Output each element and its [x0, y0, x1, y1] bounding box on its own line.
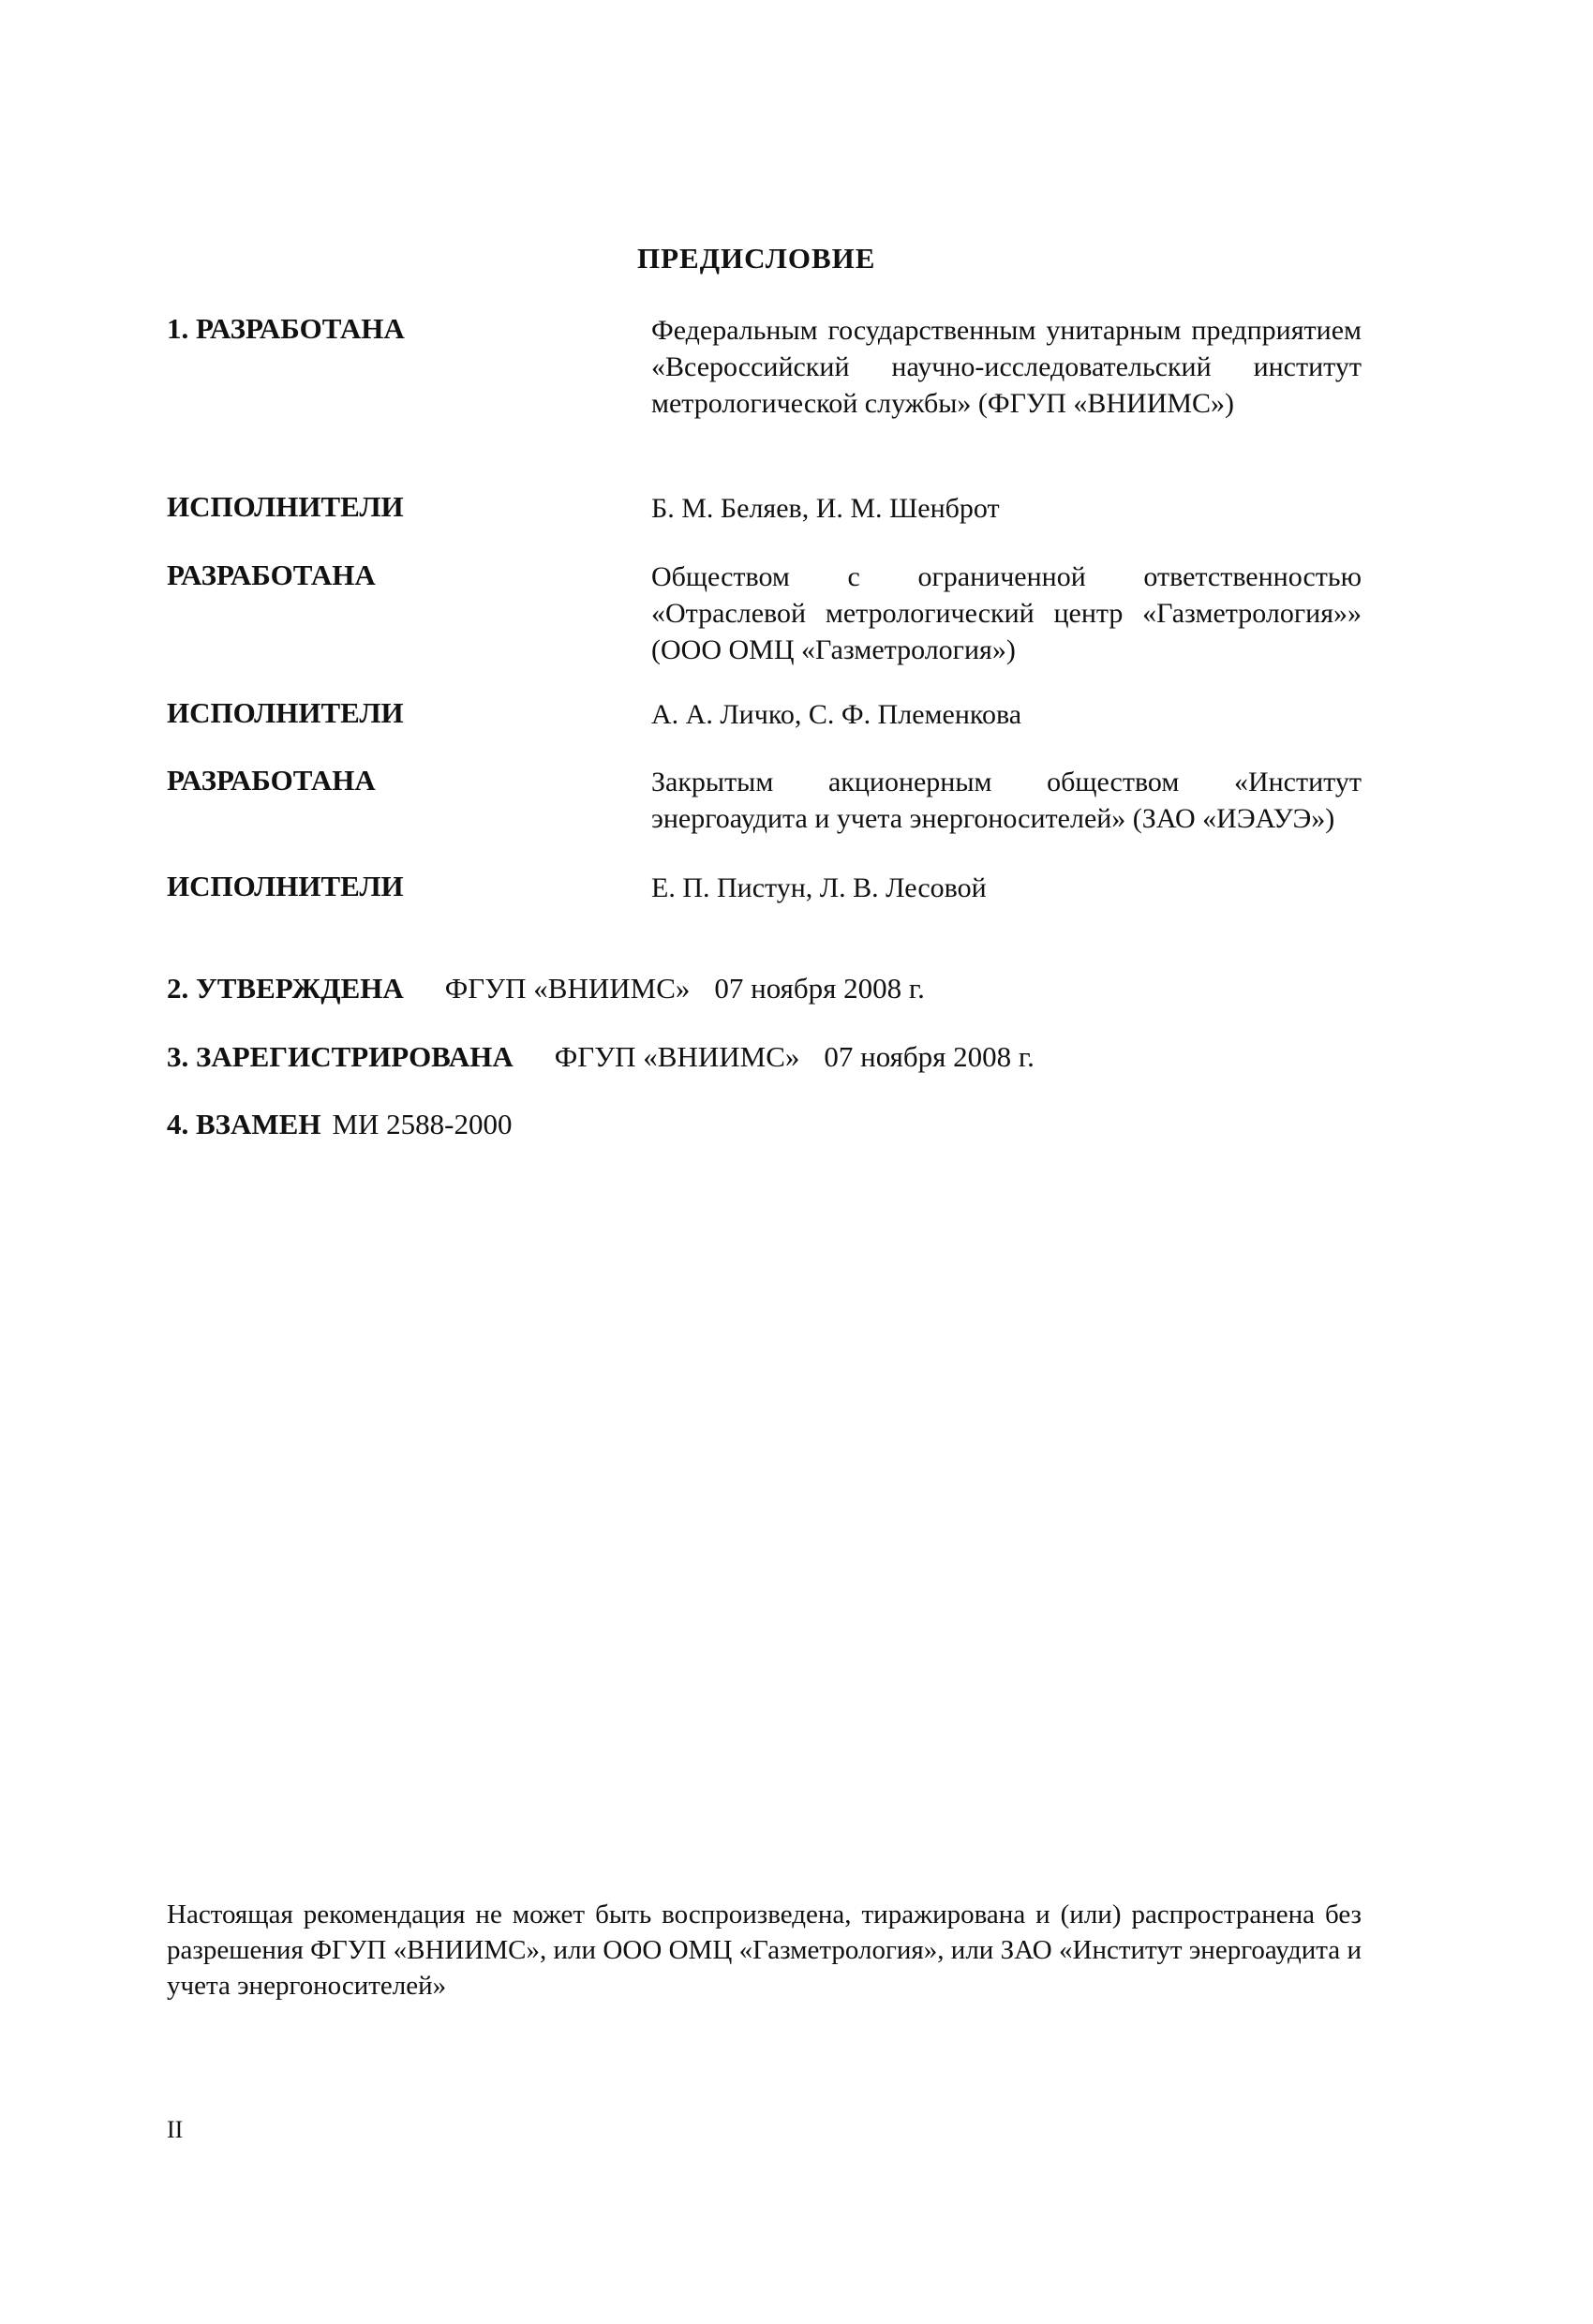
section-label: РАЗРАБОТАНА	[167, 764, 376, 797]
page-title: ПРЕДИСЛОВИЕ	[637, 242, 876, 275]
approved-org: ФГУП «ВНИИМС»	[444, 972, 691, 1005]
section-label: РАЗРАБОТАНА	[167, 559, 376, 591]
replaces-label: 4. ВЗАМЕН	[167, 1108, 321, 1140]
replaces-line	[167, 1108, 513, 1141]
registered-label: 3. ЗАРЕГИСТРИРОВАНА	[167, 1040, 514, 1073]
section-label: ИСПОЛНИТЕЛИ	[167, 870, 404, 902]
section-label: ИСПОЛНИТЕЛИ	[167, 490, 404, 523]
section-label: ИСПОЛНИТЕЛИ	[167, 696, 404, 729]
page-number: II	[167, 2116, 184, 2143]
section-value: Е. П. Пистун, Л. В. Лесовой	[651, 872, 987, 903]
approved-line	[167, 972, 925, 1006]
registered-date: 07 ноября 2008 г.	[824, 1040, 1035, 1073]
copyright-note: Настоящая рекомендация не может быть воспроизведена, тиражирована и (или) распространена без разрешения ФГУП «ВНИИМС», или ООО ОМЦ «Газметрология», или ЗАО «Институт энергоаудита и учета энергоносителей»	[167, 1899, 1362, 2001]
section-label: 1. РАЗРАБОТАНА	[167, 312, 405, 345]
approved-date: 07 ноября 2008 г.	[714, 972, 925, 1005]
approved-label: 2. УТВЕРЖДЕНА	[167, 972, 404, 1005]
replaces-value: МИ 2588-2000	[332, 1108, 513, 1140]
section-value: Обществом с ограниченной ответственностью «Отраслевой метрологический центр «Газметрология»» (ООО ОМЦ «Газметрология»)	[651, 561, 1362, 665]
section-value: Закрытым акционерным обществом «Институт энергоаудита и учета энергоносителей» (ЗАО «ИЭАУЭ»)	[651, 767, 1362, 834]
registered-line	[167, 1040, 1035, 1074]
section-value: А. А. Личко, С. Ф. Племенкова	[651, 699, 1022, 730]
section-value: Федеральным государственным унитарным предприятием «Всероссийский научно-исследовательский институт метрологической службы» (ФГУП «ВНИИМС»)	[651, 315, 1362, 419]
registered-org: ФГУП «ВНИИМС»	[554, 1040, 800, 1073]
section-value: Б. М. Беляев, И. М. Шенброт	[651, 493, 1000, 524]
